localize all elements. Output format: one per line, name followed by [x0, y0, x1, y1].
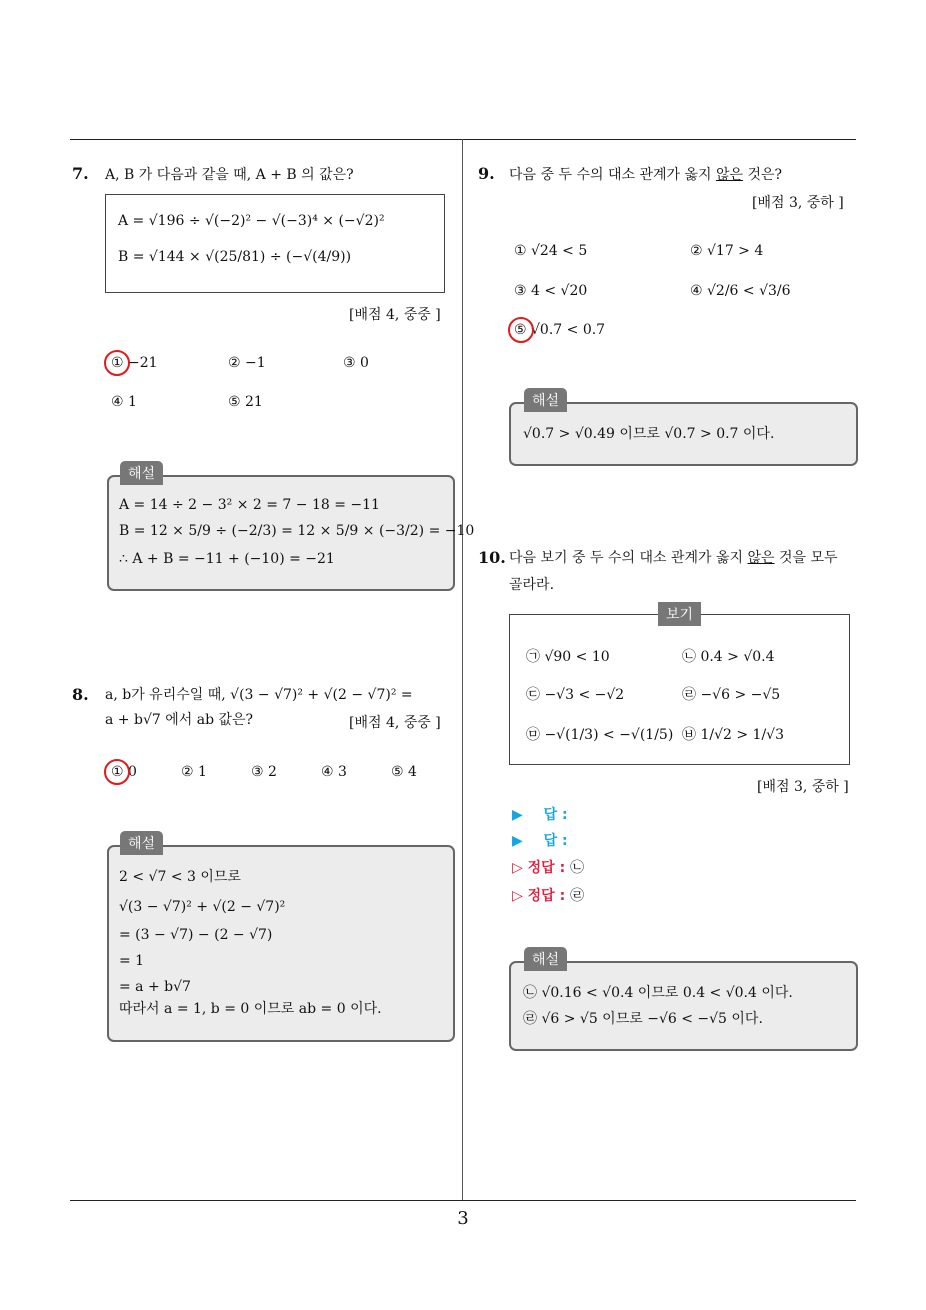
q9-solution-line-1: √0.7 > √0.49 이므로 √0.7 > 0.7 이다. — [523, 426, 775, 442]
q9-choice-4[interactable]: ④ √2/6 < √3/6 — [690, 283, 791, 299]
q10-solution-line-1: ㉡ √0.16 < √0.4 이므로 0.4 < √0.4 이다. — [523, 985, 793, 1001]
q7-solution-box — [107, 475, 475, 591]
q7-meta: [배점 4, 중중 ] — [349, 307, 441, 323]
q8-number: 8. — [72, 685, 89, 704]
q7-box-line-b: B = √144 × √(25/81) ÷ (−√(4/9)) — [118, 249, 352, 265]
q9-question — [509, 163, 782, 187]
q9-choice-3[interactable]: ③ 4 < √20 — [514, 283, 588, 299]
q8-meta: [배점 4, 중중 ] — [349, 715, 441, 731]
q9-question-emphasis: 않은 — [715, 167, 744, 183]
q8-choice-2[interactable]: ② 1 — [181, 764, 207, 780]
q8-choice-1[interactable]: ① 0 — [111, 764, 137, 780]
q7-choice-4[interactable]: ④ 1 — [111, 394, 137, 410]
q7-choice-1[interactable]: ① −21 — [111, 355, 158, 371]
q7-solution-line-3: ∴ A + B = −11 + (−10) = −21 — [119, 551, 335, 567]
q9-answer-mark — [508, 317, 534, 343]
q7-solution-label: 해설 — [120, 461, 163, 485]
q10-answer-1-label: 답 : — [543, 807, 568, 823]
q10-bogi-2: ㉡ 0.4 > √0.4 — [682, 649, 775, 665]
q8-question-line-2: a + b√7 에서 ab 값은? — [105, 712, 254, 728]
q10-answer-2-label: 답 : — [543, 833, 568, 849]
q10-number: 10. — [478, 548, 506, 567]
q10-solution-line-2: ㉣ √6 > √5 이므로 −√6 < −√5 이다. — [523, 1011, 763, 1027]
correct-arrow-icon: ▷ — [512, 888, 523, 904]
q8-solution-line-5: = a + b√7 — [119, 979, 191, 995]
column-divider — [462, 139, 463, 1201]
q9-question-pre: 다음 중 두 수의 대소 관계가 옳지 — [509, 167, 716, 183]
q7-solution-line-1: A = 14 ÷ 2 − 3² × 2 = 7 − 18 = −11 — [119, 497, 380, 513]
bottom-rule — [70, 1200, 856, 1201]
q10-question-line-1 — [509, 546, 838, 570]
q10-bogi-1: ㉠ √90 < 10 — [526, 649, 610, 665]
q10-bogi-6: ㉥ 1/√2 > 1/√3 — [682, 727, 784, 743]
q9-meta: [배점 3, 중하 ] — [752, 195, 844, 211]
q8-question-line-1: a, b가 유리수일 때, √(3 − √7)² + √(2 − √7)² = — [105, 687, 413, 703]
q10-correct-1-label: 정답 : — [527, 860, 566, 876]
q10-bogi-4: ㉣ −√6 > −√5 — [682, 687, 781, 703]
q8-solution-label: 해설 — [120, 831, 163, 855]
q10-bogi-3: ㉢ −√3 < −√2 — [526, 687, 625, 703]
q10-bogi-label: 보기 — [658, 602, 701, 626]
q7-answer-mark — [104, 350, 130, 376]
answer-arrow-icon: ▶ — [512, 833, 523, 849]
correct-arrow-icon: ▷ — [512, 860, 523, 876]
q10-correct-1 — [512, 857, 584, 877]
q7-number: 7. — [72, 164, 89, 183]
q10-meta: [배점 3, 중하 ] — [757, 779, 849, 795]
q8-solution-line-2: √(3 − √7)² + √(2 − √7)² — [119, 899, 286, 915]
q7-box-line-a: A = √196 ÷ √(−2)² − √(−3)⁴ × (−√2)² — [118, 213, 385, 229]
q9-choice-2[interactable]: ② √17 > 4 — [690, 243, 764, 259]
q10-correct-1-value: ㉡ — [570, 860, 585, 876]
q8-solution-line-1: 2 < √7 < 3 이므로 — [119, 869, 241, 885]
q8-choice-3[interactable]: ③ 2 — [251, 764, 277, 780]
q7-given-box — [105, 194, 445, 293]
q9-number: 9. — [478, 164, 495, 183]
q10-bogi-box — [509, 614, 850, 765]
q8-answer-mark — [104, 759, 130, 785]
top-rule — [70, 139, 856, 140]
q7-choice-3[interactable]: ③ 0 — [343, 355, 369, 371]
q10-solution-box — [509, 961, 858, 1051]
answer-arrow-icon: ▶ — [512, 807, 523, 823]
q7-solution-line-2: B = 12 × 5/9 ÷ (−2/3) = 12 × 5/9 × (−3/2) = −10 — [119, 523, 475, 539]
q10-correct-2-value: ㉣ — [570, 888, 585, 904]
q8-choice-4[interactable]: ④ 3 — [321, 764, 347, 780]
q10-question-pre: 다음 보기 중 두 수의 대소 관계가 옳지 — [509, 550, 748, 566]
q7-question: A, B 가 다음과 같을 때, A + B 의 값은? — [105, 167, 354, 183]
q10-question-post: 것을 모두 — [774, 550, 838, 566]
page-number: 3 — [457, 1208, 469, 1229]
q9-question-post: 것은? — [743, 167, 783, 183]
q7-choice-5[interactable]: ⑤ 21 — [228, 394, 263, 410]
q8-solution-line-3: = (3 − √7) − (2 − √7) — [119, 927, 273, 943]
q9-choice-1[interactable]: ① √24 < 5 — [514, 243, 588, 259]
q8-solution-line-4: = 1 — [119, 953, 145, 969]
q10-correct-2-label: 정답 : — [527, 888, 566, 904]
q7-choice-2[interactable]: ② −1 — [228, 355, 266, 371]
q9-choice-5[interactable]: ⑤ √0.7 < 0.7 — [514, 322, 606, 338]
q10-answer-2 — [512, 830, 653, 850]
q8-choice-5[interactable]: ⑤ 4 — [391, 764, 417, 780]
q10-correct-2 — [512, 885, 584, 905]
q10-question-emphasis: 않은 — [747, 550, 775, 566]
q8-solution-box — [107, 845, 455, 1042]
q10-question-line-2: 골라라. — [509, 577, 555, 593]
q10-answer-1 — [512, 804, 653, 824]
q10-solution-label: 해설 — [524, 947, 567, 971]
q8-solution-line-6: 따라서 a = 1, b = 0 이므로 ab = 0 이다. — [119, 1001, 382, 1017]
q9-solution-label: 해설 — [524, 388, 567, 412]
q10-bogi-5: ㉤ −√(1/3) < −√(1/5) — [526, 727, 674, 743]
